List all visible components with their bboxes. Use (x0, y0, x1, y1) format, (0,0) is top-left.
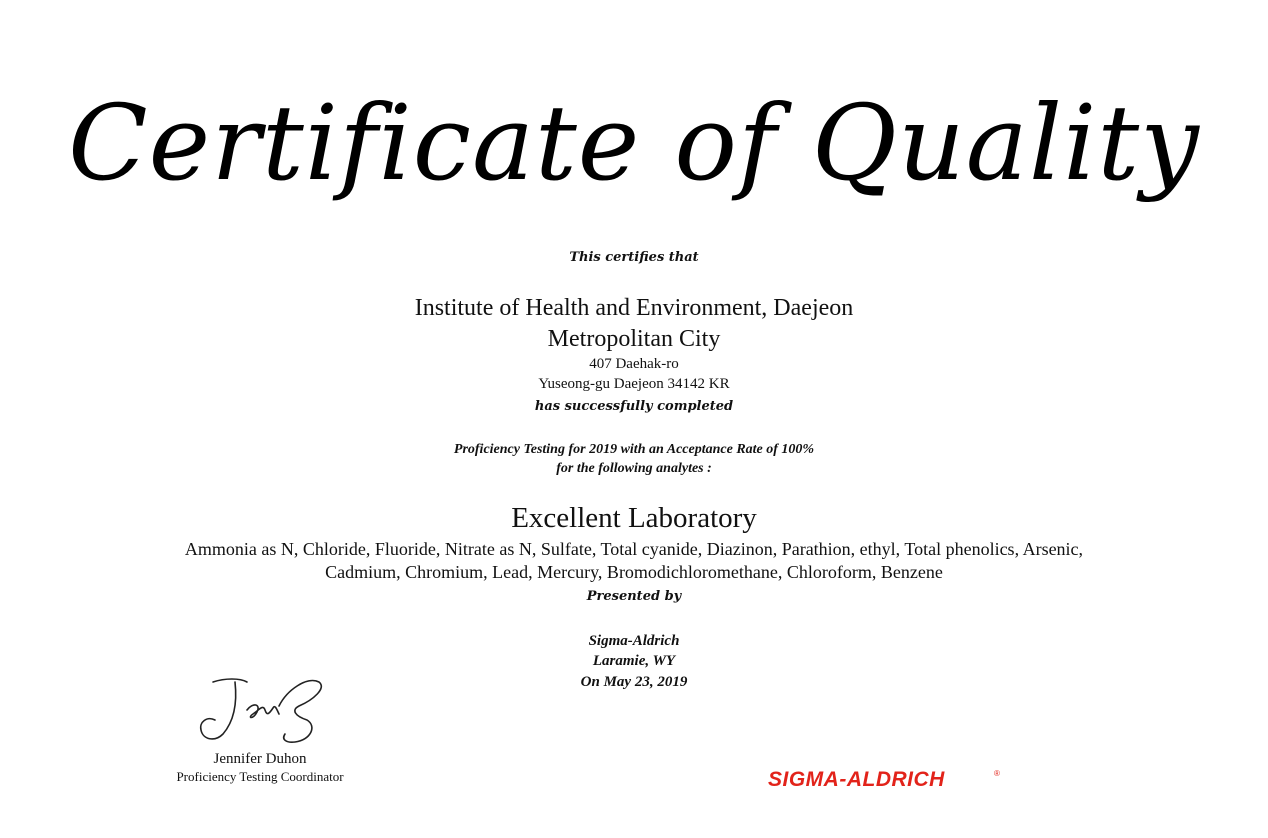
signatory-name: Jennifer Duhon (213, 751, 307, 767)
presenter-location: Laramie, WY (592, 653, 676, 669)
program-line1: Proficiency Testing for 2019 with an Acceptance Rate of 100% (453, 442, 815, 457)
certifies-text: This certifies that (569, 250, 699, 265)
organization-name-line1: Institute of Health and Environment, Daejeon (414, 295, 854, 321)
address-line2: Yuseong-gu Daejeon 34142 KR (538, 376, 730, 392)
certificate-title: Certificate of Quality (68, 82, 1200, 204)
analytes-line1: Ammonia as N, Chloride, Fluoride, Nitrate as N, Sulfate, Total cyanide, Diazinon, Parathion, ethyl, Total phenolics, Arsenic, (184, 539, 1084, 559)
presented-date: On May 23, 2019 (580, 674, 688, 690)
presenter-name: Sigma-Aldrich (588, 633, 680, 649)
award-title: Excellent Laboratory (511, 502, 757, 534)
logo-text: SIGMA-ALDRICH (768, 768, 945, 791)
sigma-aldrich-logo (768, 766, 1008, 792)
signature-block (150, 670, 370, 785)
organization-name-line2: Metropolitan City (547, 326, 721, 352)
logo-registered-mark: ® (994, 769, 1000, 778)
address-line1: 407 Daehak-ro (589, 356, 679, 372)
completed-text: has successfully completed (534, 399, 734, 414)
presented-by-text: Presented by (586, 589, 682, 604)
signatory-role: Proficiency Testing Coordinator (176, 769, 344, 784)
signature-image (195, 670, 335, 750)
analytes-line2: Cadmium, Chromium, Lead, Mercury, Bromodichloromethane, Chloroform, Benzene (325, 562, 943, 582)
program-line2: for the following analytes : (556, 461, 712, 476)
